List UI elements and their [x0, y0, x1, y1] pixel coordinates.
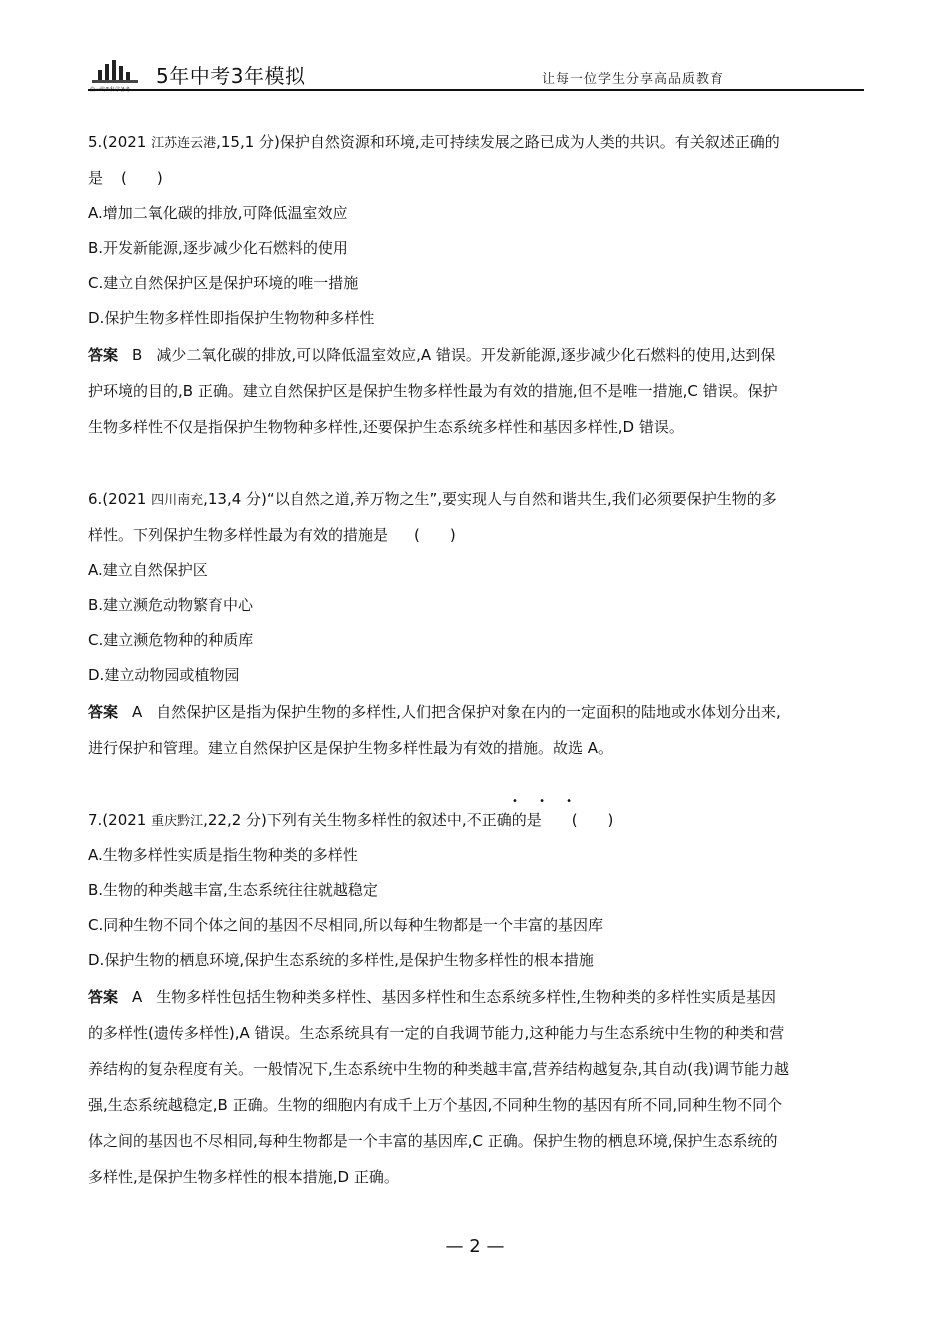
answer-label: 答案 — [88, 988, 119, 1006]
q5-option-a: A.增加二氧化碳的排放,可降低温室效应 — [88, 204, 348, 222]
q7-answer-line6: 多样性,是保护生物多样性的根本措施,D 正确。 — [88, 1168, 399, 1186]
q6-option-c: C.建立濒危物种的种质库 — [88, 631, 254, 649]
q7-answer-line2: 的多样性(遗传多样性),A 错误。生态系统具有一定的自我调节能力,这种能力与生态系统中生物的种类和营 — [88, 1024, 785, 1042]
q5-answer-line3: 生物多样性不仅是指保护生物物种多样性,还要保护生态系统多样性和基因多样性,D 错误。 — [88, 418, 684, 436]
q7-answer-line1: 答案 A 生物多样性包括生物种类多样性、基因多样性和生态系统多样性,生物种类的多样性实质是基因 — [88, 988, 777, 1006]
q7-option-a: A.生物多样性实质是指生物种类的多样性 — [88, 846, 358, 864]
q7-answer-line5: 体之间的基因也不尽相同,每种生物都是一个丰富的基因库,C 正确。保护生物的栖息环境,保护生态系统的 — [88, 1132, 778, 1150]
answer-label: 答案 — [88, 346, 119, 364]
page-number: — 2 — — [445, 1236, 505, 1257]
q5-option-d: D.保护生物多样性即指保护生物物种多样性 — [88, 309, 375, 327]
q5-answer-bracket: ( ) — [121, 169, 163, 187]
q5-option-c: C.建立自然保护区是保护环境的唯一措施 — [88, 274, 359, 292]
q6-answer-line1: 答案 A 自然保护区是指为保护生物的多样性,人们把含保护对象在内的一定面积的陆地或水体划分出来, — [88, 703, 781, 721]
q5-stem-line2: 是 ( ) — [88, 166, 864, 190]
answer-label: 答案 — [88, 703, 119, 721]
header-rule — [88, 89, 864, 91]
q6-option-d: D.建立动物园或植物园 — [88, 666, 240, 684]
q5-source: 江苏连云港 — [151, 136, 217, 151]
q6-option-b: B.建立濒危动物繁育中心 — [88, 596, 254, 614]
q5-answer-line2: 护环境的目的,B 正确。建立自然保护区是保护生物多样性最为有效的措施,但不是唯一措施,C 错误。保护 — [88, 382, 778, 400]
brand-title: 5年中考3年模拟 — [156, 64, 306, 88]
q5-option-b: B.开发新能源,逐步减少化石燃料的使用 — [88, 239, 348, 257]
answer-letter: A — [132, 988, 143, 1006]
q6-stem-line1: 6.(2021 四川南充,13,4 分)“以自然之道,养万物之生”,要实现人与自然和谐共生,我们必须要保护生物的多 — [88, 490, 777, 508]
q7-option-c: C.同种生物不同个体之间的基因不尽相同,所以每种生物都是一个丰富的基因库 — [88, 916, 604, 934]
q5-stem-line1: 5.(2021 江苏连云港,15,1 分)保护自然资源和环境,走可持续发展之路已成为人类的共识。有关叙述正确的 — [88, 133, 780, 151]
page-header — [88, 52, 864, 94]
q5-answer-line1: 答案 B 减少二氧化碳的排放,可以降低温室效应,A 错误。开发新能源,逐步减少化石燃料的使用,达到保 — [88, 346, 776, 364]
q6-answer-bracket: ( ) — [414, 526, 456, 544]
answer-letter: A — [132, 703, 143, 721]
q7-source: 重庆黔江 — [151, 814, 204, 829]
emphasis-dots: • • • — [512, 796, 582, 807]
answer-letter: B — [132, 346, 143, 364]
q6-option-a: A.建立自然保护区 — [88, 561, 208, 579]
q6-source: 四川南充 — [151, 493, 204, 508]
publisher-logo — [88, 56, 148, 92]
q7-stem-line1: 7.(2021 重庆黔江,22,2 分)下列有关生物多样性的叙述中,不正确的是 ( ) — [88, 808, 864, 834]
q7-answer-line4: 强,生态系统越稳定,B 正确。生物的细胞内有成千上万个基因,不同种生物的基因有所不同,同种生物不同个 — [88, 1096, 783, 1114]
q7-option-b: B.生物的种类越丰富,生态系统往往就越稳定 — [88, 881, 378, 899]
q6-stem-line2: 样性。下列保护生物多样性最为有效的措施是 ( ) — [88, 523, 864, 547]
q7-answer-line3: 养结构的复杂程度有关。一般情况下,生态系统中生物的种类越丰富,营养结构越复杂,其自动(我)调节能力越 — [88, 1060, 790, 1078]
header-slogan: 让每一位学生分享高品质教育 — [541, 72, 724, 87]
q6-answer-line2: 进行保护和管理。建立自然保护区是保护生物多样性最为有效的措施。故选 A。 — [88, 739, 614, 757]
q7-option-d: D.保护生物的栖息环境,保护生态系统的多样性,是保护生物多样性的根本措施 — [88, 951, 594, 969]
q7-answer-bracket: ( ) — [571, 811, 614, 829]
